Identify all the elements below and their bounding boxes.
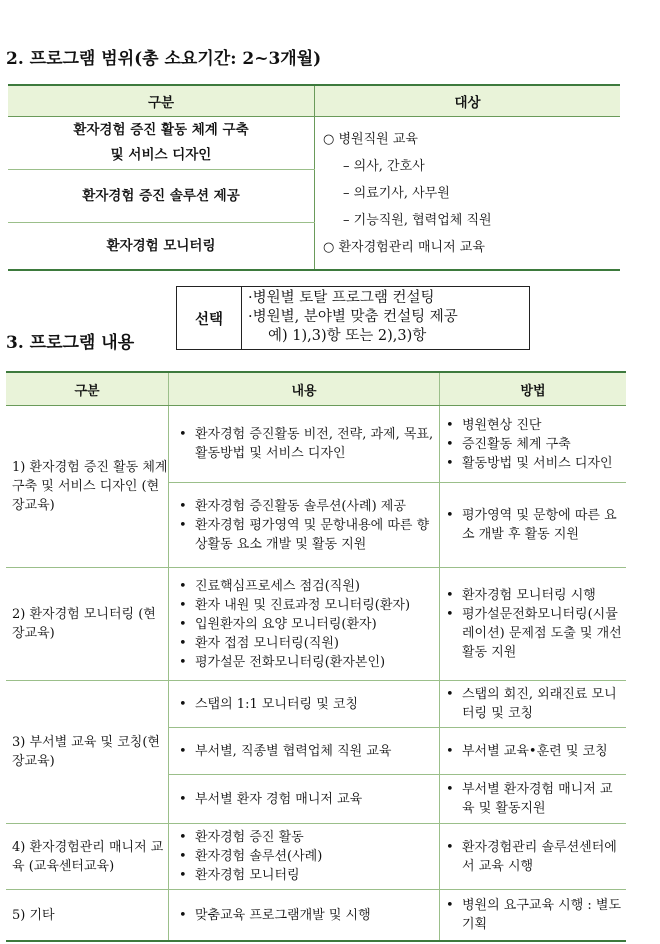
header-category: 구분: [6, 372, 169, 406]
content-cell: [169, 483, 440, 568]
category-cell: 3) 부서별 교육 및 코칭(현장교육): [6, 681, 169, 824]
selection-box: [176, 286, 530, 350]
table-row: [6, 890, 626, 942]
method-item: • 환자경험관리 솔루션센터에서 교육 시행: [440, 838, 622, 876]
content-item: • 환자 내원 및 진료과정 모니터링(환자): [169, 596, 435, 615]
content-item: • 환자경험 모니터링: [169, 866, 435, 885]
scope-category: [8, 170, 315, 223]
target-item: – 의사, 간호사: [343, 158, 425, 174]
content-item: • 평가설문 전화모니터링(환자본인): [169, 653, 435, 672]
scope-category: [8, 223, 315, 271]
content-item: • 환자경험 증진활동 솔루션(사례) 제공: [169, 497, 435, 516]
scope-category-line: 및 서비스 디자인: [110, 147, 212, 163]
scope-table: [8, 84, 620, 271]
header-content: 내용: [169, 372, 440, 406]
method-cell: [440, 775, 627, 824]
method-item: • 환자경험 모니터링 시행: [440, 586, 622, 605]
content-cell: [169, 775, 440, 824]
content-table-header: [6, 372, 626, 406]
content-cell: [169, 406, 440, 483]
content-cell: [169, 890, 440, 942]
target-item: ○ 병원직원 교육: [323, 131, 418, 147]
method-cell: [440, 890, 627, 942]
table-row: [6, 406, 626, 483]
method-cell: [440, 824, 627, 890]
content-item: • 부서별, 직종별 협력업체 직원 교육: [169, 742, 435, 761]
method-item: • 활동방법 및 서비스 디자인: [440, 454, 622, 473]
scope-category-line: 환자경험 모니터링: [106, 237, 216, 254]
scope-category-line: 환자경험 증진 솔루션 제공: [82, 187, 240, 204]
section2-title: 2. 프로그램 범위(총 소요기간: 2~3개월): [6, 49, 322, 69]
selection-line: 예) 1),3)항 또는 2),3)항: [268, 328, 427, 344]
category-cell: 1) 환자경험 증진 활동 체계 구축 및 서비스 디자인 (현장교육): [6, 406, 169, 568]
content-item: • 스탭의 1:1 모니터링 및 코칭: [169, 695, 435, 714]
method-cell: [440, 483, 627, 568]
target-item: ○ 환자경험관리 매니저 교육: [323, 239, 485, 255]
method-item: • 증진활동 체계 구축: [440, 435, 622, 454]
table-row: [8, 117, 620, 170]
category-cell: 4) 환자경험관리 매니저 교육 (교육센터교육): [6, 824, 169, 890]
category-cell: 2) 환자경험 모니터링 (현장교육): [6, 568, 169, 681]
selection-line: ·병원별 토탈 프로그램 컨설팅: [248, 290, 435, 306]
method-cell: [440, 568, 627, 681]
scope-table-header: [8, 85, 620, 117]
table-row: [6, 824, 626, 890]
scope-category: [8, 117, 315, 170]
content-item: • 환자경험 증진활동 비전, 전략, 과제, 목표, 활동방법 및 서비스 디자인: [169, 425, 435, 463]
method-item: • 부서별 환자경험 매니저 교육 및 활동지원: [440, 780, 622, 818]
content-cell: [169, 568, 440, 681]
content-item: • 환자경험 증진 활동: [169, 828, 435, 847]
content-item: • 입원환자의 요양 모니터링(환자): [169, 615, 435, 634]
method-item: • 병원현상 진단: [440, 416, 622, 435]
content-table: [6, 371, 626, 942]
selection-label: 선택: [177, 287, 242, 349]
content-item: • 맞춤교육 프로그램개발 및 시행: [169, 906, 435, 925]
method-item: • 평가설문전화모니터링(시뮬레이션) 문제점 도출 및 개선활동 지원: [440, 605, 622, 662]
content-item: • 환자경험 솔루션(사례): [169, 847, 435, 866]
section3-title: 3. 프로그램 내용: [6, 333, 135, 353]
target-item: – 기능직원, 협력업체 직원: [343, 212, 492, 228]
method-cell: [440, 681, 627, 728]
content-cell: [169, 681, 440, 728]
method-cell: [440, 406, 627, 483]
selection-options: [242, 287, 458, 349]
method-item: • 스탭의 회진, 외래진료 모니터링 및 코칭: [440, 685, 622, 723]
target-item: – 의료기사, 사무원: [343, 185, 450, 201]
content-item: • 환자경험 평가영역 및 문항내용에 따른 향상활동 요소 개발 및 활동 지원: [169, 516, 435, 554]
content-item: • 진료핵심프로세스 점검(직원): [169, 577, 435, 596]
table-row: [6, 681, 626, 728]
method-item: • 부서별 교육•훈련 및 코칭: [440, 742, 622, 761]
category-cell: 5) 기타: [6, 890, 169, 942]
header-category: 구분: [8, 85, 315, 117]
method-cell: [440, 728, 627, 775]
method-item: • 평가영역 및 문항에 따른 요소 개발 후 활동 지원: [440, 506, 622, 544]
scope-targets: [315, 117, 621, 271]
selection-line: ·병원별, 분야별 맞춤 컨설팅 제공: [248, 309, 458, 325]
header-target: 대상: [315, 85, 621, 117]
content-item: • 환자 접점 모니터링(직원): [169, 634, 435, 653]
header-method: 방법: [440, 372, 627, 406]
content-item: • 부서별 환자 경험 매니저 교육: [169, 790, 435, 809]
content-cell: [169, 824, 440, 890]
scope-category-line: 환자경험 증진 활동 체계 구축: [73, 122, 249, 138]
content-cell: [169, 728, 440, 775]
method-item: • 병원의 요구교육 시행 : 별도 기획: [440, 896, 622, 934]
table-row: [6, 568, 626, 681]
